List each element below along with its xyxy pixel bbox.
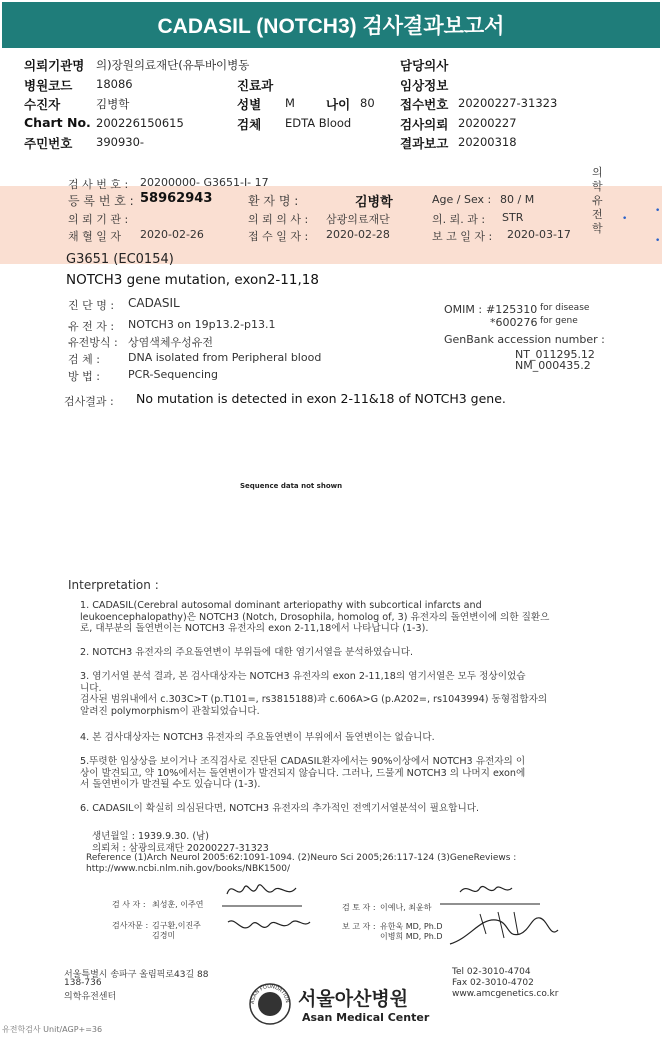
exam-no-label: 검 사 번 호 : <box>68 178 129 191</box>
interp-line: 3. 염기서열 분석 결과, 본 검사대상자는 NOTCH3 유전자의 exon 2-11,18의 염기서열은 모두 정상이었습 <box>80 671 526 682</box>
interpretation-title: Interpretation : <box>68 578 159 592</box>
result-label: 검사결과 : <box>64 395 114 408</box>
side-label: 의학유전학 <box>592 166 603 235</box>
accession-label: 접수번호 <box>400 97 449 112</box>
specimen-label: 검체 <box>237 117 262 132</box>
test-specimen-value: DNA isolated from Peripheral blood <box>128 351 322 364</box>
omim-gene: *600276 <box>490 316 538 329</box>
reviewer-value: 이예나, 최윤하 <box>380 903 432 912</box>
advisor-label: 검사자문 : <box>112 921 149 930</box>
req-org-label: 의 뢰 기 관 : <box>68 213 129 226</box>
gene-value: NOTCH3 on 19p13.2-p13.1 <box>128 318 276 331</box>
report-date-label: 보 고 일 자 : <box>432 230 493 243</box>
omim-disease: #125310 <box>486 303 538 316</box>
interp-line: 니다. <box>80 682 102 694</box>
chart-value: 200226150615 <box>96 116 184 130</box>
fax: Fax 02-3010-4702 <box>452 978 534 988</box>
omim-gene-note: for gene <box>540 316 578 326</box>
id-label: 주민번호 <box>24 136 73 151</box>
interp-line: leukoencephalopathy)은 NOTCH3 (Notch, Drosophila, homolog of, 3) 유전자의 돌연변이에 의한 질환으 <box>80 611 550 623</box>
margin-dot: • <box>655 236 661 246</box>
receipt-date-label: 접 수 일 자 : <box>248 230 309 243</box>
header-info <box>0 52 662 164</box>
phone: Tel 02-3010-4704 <box>452 967 531 977</box>
scanned-report <box>0 166 662 1040</box>
genbank-nt: NT_011295.12 <box>515 348 595 361</box>
interp-item-5 <box>80 756 525 791</box>
reporter-value-1: 유한욱 MD, Ph.D <box>380 922 443 931</box>
reg-no-label: 등 록 번 호 : <box>68 194 134 208</box>
gene-label: 유 전 자 : <box>68 320 115 333</box>
tester-value: 최성훈, 이주연 <box>152 900 204 909</box>
sex-label: 성별 <box>237 97 262 112</box>
interp-line: 2. NOTCH3 유전자의 주요돌연변이 부위들에 대한 염기서열을 분석하였습니다. <box>80 647 414 658</box>
foundation-seal-logo <box>248 982 292 1026</box>
margin-dot: • <box>622 214 628 224</box>
reference-line-2: http://www.ncbi.nlm.nih.gov/books/NBK1500/ <box>86 864 290 874</box>
interp-line: 1. CADASIL(Cerebral autosomal dominant arteriopathy with subcortical infarcts and <box>80 600 482 611</box>
interp-line: 상이 발견되고, 약 10%에서는 돌연변이가 발견되지 않습니다. 그러나, 드물게 NOTCH3 의 나머지 exon에 <box>80 767 526 779</box>
report-patient-value: 김병학 <box>355 195 393 210</box>
bottom-note: 유전학검사 Unit/AGP+=36 <box>2 1025 103 1034</box>
req-dept-label: 의. 뢰. 과 : <box>432 213 486 226</box>
interp-line: 검사된 범위내에서 c.303C>T (p.T101=, rs3815188)과 c.606A>G (p.A202=, rs1043994) 동형접합자의 <box>80 694 548 705</box>
patient-value: 김병학 <box>96 97 130 111</box>
method-value: PCR-Sequencing <box>128 368 218 381</box>
age-sex-label: Age / Sex : <box>432 193 492 206</box>
reviewer-label: 검 토 자 : <box>342 903 376 912</box>
age-label: 나이 <box>326 97 351 112</box>
birth-date: 생년월일 : 1939.9.30. (남) <box>92 831 209 842</box>
website: www.amcgenetics.co.kr <box>452 989 559 999</box>
result-value: No mutation is detected in exon 2-11&18 of NOTCH3 gene. <box>136 391 506 406</box>
exam-no-value: 20200000- G3651-I- 17 <box>140 176 269 189</box>
requester: 의뢰처 : 삼광의료재단 20200227-31323 <box>92 843 269 854</box>
doctor-label: 담당의사 <box>400 58 449 73</box>
interp-line: 4. 본 검사대상자는 NOTCH3 유전자의 주요돌연변이 부위에서 돌연변이는 없습니다. <box>80 732 435 743</box>
sequence-note: Sequence data not shown <box>240 482 343 490</box>
interp-line: 로, 대부분의 돌연변이는 NOTCH3 유전자의 exon 2-11,18에서 나타납니다 (1-3). <box>80 623 429 634</box>
omim-disease-note: for disease <box>540 303 590 313</box>
reviewer-signature <box>440 878 570 958</box>
req-doctor-label: 의 뢰 의 사 : <box>248 213 309 226</box>
interp-item-6 <box>80 803 479 815</box>
interp-item-1 <box>80 600 549 635</box>
svg-text:ASAN FOUNDATION: ASAN FOUNDATION <box>249 983 291 1005</box>
genbank-nm: NM_000435.2 <box>515 359 591 372</box>
accession-value: 20200227-31323 <box>458 96 558 110</box>
interp-line: 5.뚜렷한 임상상을 보이거나 조직검사로 진단된 CADASIL환자에서는 90%이상에서 NOTCH3 유전자의 이 <box>80 756 526 767</box>
tester-signature <box>222 878 312 948</box>
diagnosis-label: 진 단 명 : <box>68 299 115 312</box>
dept-label: 진료과 <box>237 78 274 93</box>
reference-line-1: Reference (1)Arch Neurol 2005:62:1091-1094. (2)Neuro Sci 2005;26:117-124 (3)GeneReviews : <box>86 853 517 863</box>
institution-value: 의)장원의료재단(유투바이병동 <box>96 58 250 72</box>
interp-line: 서 돌연변이가 발견될 수도 있습니다 (1-3). <box>80 779 261 790</box>
omim-label: OMIM : <box>444 303 483 316</box>
report-date-value: 2020-03-17 <box>507 228 571 241</box>
request-value: 20200227 <box>458 116 517 130</box>
age-sex-value: 80 / M <box>500 193 535 206</box>
address-line-1: 서울특별시 송파구 올림픽로43길 88 <box>64 970 209 980</box>
test-specimen-label: 검 체 : <box>68 353 100 366</box>
institution-label: 의뢰기관명 <box>24 58 85 73</box>
inheritance-value: 상염색체우성유전 <box>128 336 214 349</box>
diagnosis-value: CADASIL <box>128 296 180 310</box>
report-patient-label: 환 자 명 : <box>248 194 299 208</box>
reporter-label: 보 고 자 : <box>342 922 376 931</box>
report-label: 결과보고 <box>400 136 449 151</box>
report-value: 20200318 <box>458 135 517 149</box>
margin-dot: • <box>655 206 661 216</box>
hospital-name-kr: 서울아산병원 <box>298 988 409 1010</box>
receipt-date-value: 2020-02-28 <box>326 228 390 241</box>
interp-item-3 <box>80 671 547 717</box>
address-line-2: 138-736 <box>64 978 102 988</box>
req-dept-value: STR <box>502 211 524 224</box>
request-label: 검사의뢰 <box>400 117 449 132</box>
reg-no-value: 58962943 <box>140 191 213 206</box>
specimen-value: EDTA Blood <box>285 116 352 130</box>
test-code: G3651 (EC0154) <box>66 252 174 267</box>
advisor-value-1: 김구환,이진주 <box>152 921 201 930</box>
reporter-value-2: 이병희 MD, Ph.D <box>380 932 443 941</box>
req-doctor-value: 삼광의료재단 <box>326 213 390 226</box>
hospital-code-label: 병원코드 <box>24 78 73 93</box>
clinical-info-label: 임상정보 <box>400 78 449 93</box>
id-value: 390930- <box>96 135 145 149</box>
interp-line: 6. CADASIL이 확실히 의심된다면, NOTCH3 유전자의 추가적인 전엑기서열분석이 필요합니다. <box>80 803 480 814</box>
sample-date-value: 2020-02-26 <box>140 228 204 241</box>
hospital-name-en: Asan Medical Center <box>302 1011 430 1024</box>
advisor-value-2: 김경미 <box>152 931 176 940</box>
genbank-label: GenBank accession number : <box>444 333 605 346</box>
method-label: 방 법 : <box>68 370 100 383</box>
patient-label: 수진자 <box>24 97 61 112</box>
inheritance-label: 유전방식 : <box>68 336 118 349</box>
report-title: CADASIL (NOTCH3) 검사결과보고서 <box>2 2 660 48</box>
interp-item-2 <box>80 647 413 659</box>
hospital-code-value: 18086 <box>96 77 133 91</box>
sample-date-label: 채 혈 일 자 <box>68 230 121 243</box>
age-value: 80 <box>360 96 375 110</box>
address-line-3: 의학유전센터 <box>64 992 117 1002</box>
sex-value: M <box>285 96 295 110</box>
interp-line: 알려진 polymorphism이 관찰되었습니다. <box>80 705 260 717</box>
tester-label: 검 사 자 : <box>112 900 146 909</box>
test-name: NOTCH3 gene mutation, exon2-11,18 <box>66 272 319 288</box>
chart-label: Chart No. <box>24 115 91 130</box>
interp-item-4 <box>80 732 435 744</box>
